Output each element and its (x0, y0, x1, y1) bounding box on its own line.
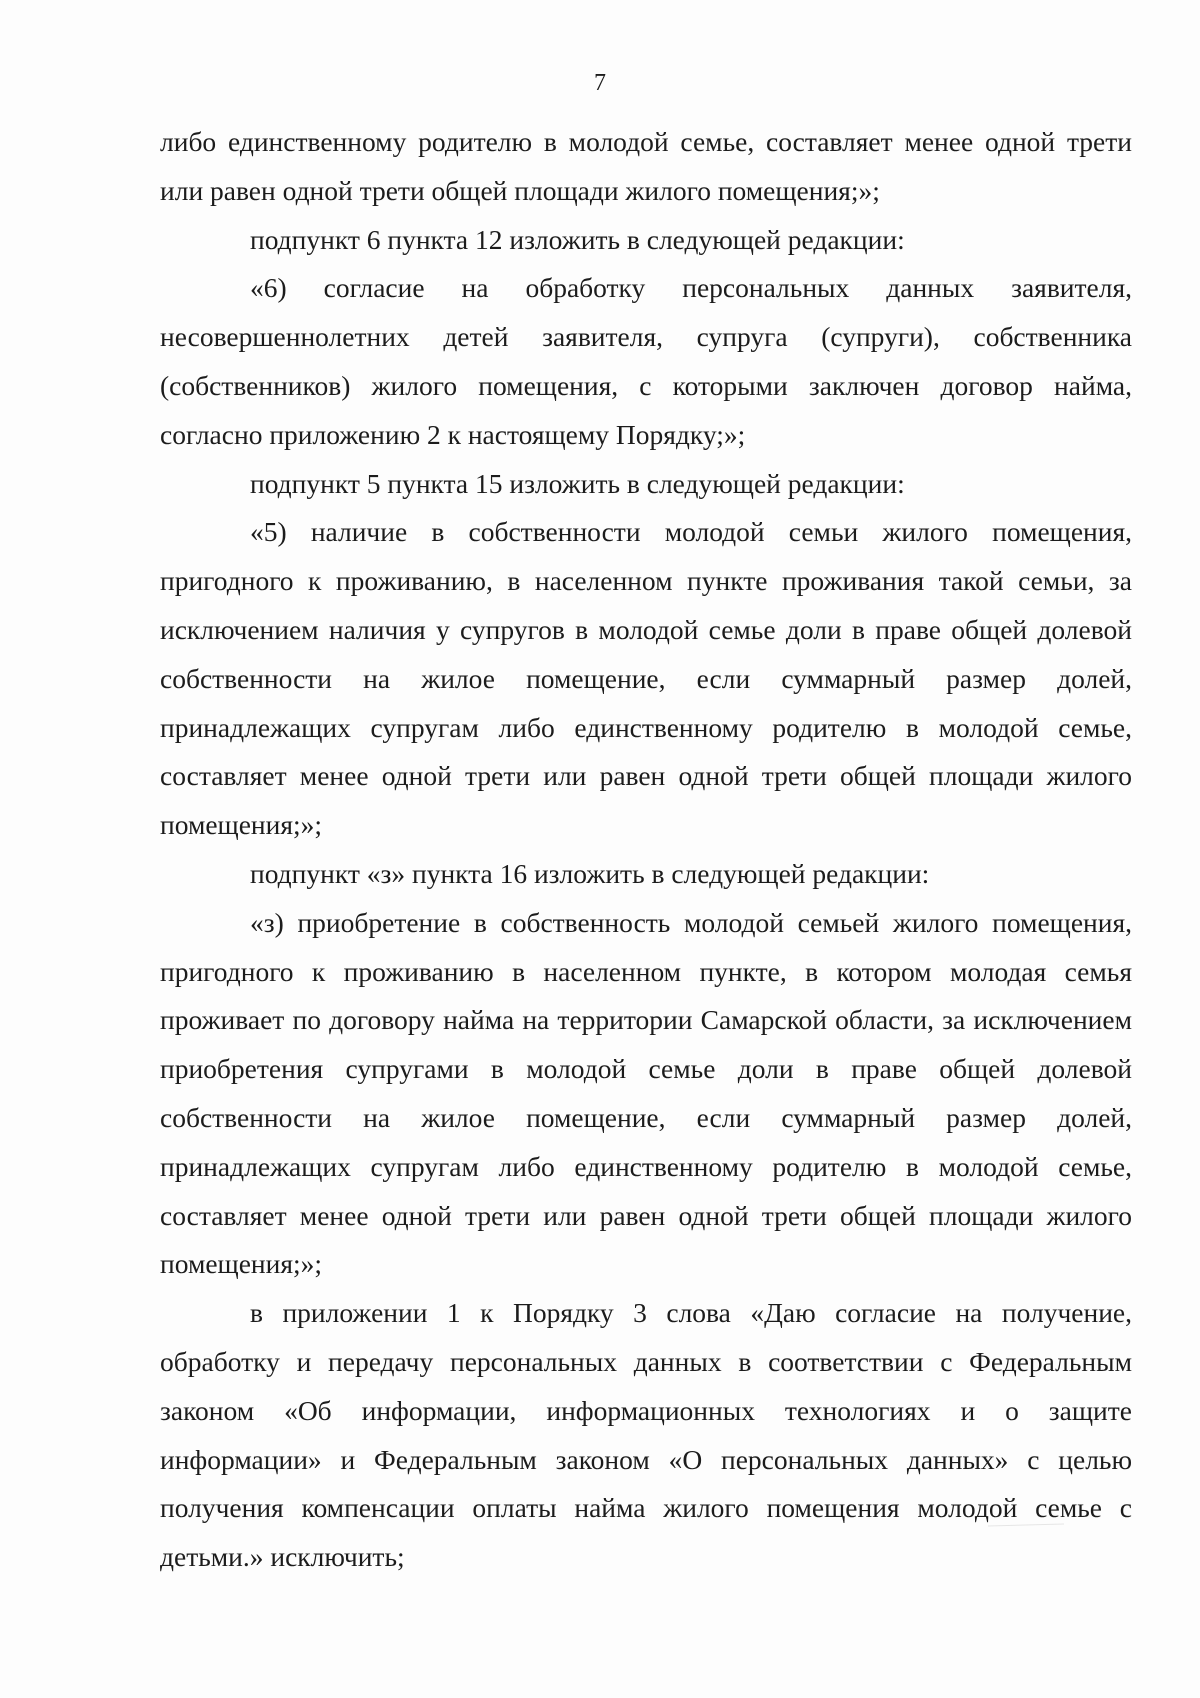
paragraph-instruction-12-6: подпункт 6 пункта 12 изложить в следующей редакции: (250, 223, 905, 255)
paragraph-subitem-z: «з) приобретение в собственность молодой семьей жилого помещения, пригодного к проживанию в населенном пункте, в котором молодая семья проживает по договору найма на территории Самарской области, за исключением приобретения супругами в молодой семье доли в праве общей долевой собственности на жилое помещение, если суммарный размер долей, принадлежащих супругам либо единственному родителю в молодой семье, составляет менее одной трети или равен одной трети общей площади жилого помещения;»; (160, 906, 1132, 1280)
page-number: 7 (594, 70, 606, 96)
paragraph-instruction-15-5: подпункт 5 пункта 15 изложить в следующей редакции: (250, 467, 905, 499)
paragraph-appendix-1: в приложении 1 к Порядку 3 слова «Даю согласие на получение, обработку и передачу персональных данных в соответствии с Федеральным законом «Об информации, информационных технологиях и о защите информации» и Федеральным законом «О персональных данных» с целью получения компенсации оплаты найма жилого помещения молодой семье с детьми.» исключить; (160, 1297, 1132, 1573)
paragraph-instruction-16-z: подпункт «з» пункта 16 изложить в следующей редакции: (250, 857, 930, 889)
paragraph-continuation: либо единственному родителю в молодой семье, составляет менее одной трети или равен одной трети общей площади жилого помещения;»; (160, 126, 1132, 206)
document-body (160, 118, 1132, 1582)
paragraph-subitem-6: «6) согласие на обработку персональных данных заявителя, несовершеннолетних детей заявителя, супруга (супруги), собственника (собственников) жилого помещения, с которыми заключен договор найма, согласно приложению 2 к настоящему Порядку;»; (160, 272, 1132, 450)
paragraph-subitem-5: «5) наличие в собственности молодой семьи жилого помещения, пригодного к проживанию, в населенном пункте проживания такой семьи, за исключением наличия у супругов в молодой семье доли в праве общей долевой собственности на жилое помещение, если суммарный размер долей, принадлежащих супругам либо единственному родителю в молодой семье, составляет менее одной трети или равен одной трети общей площади жилого помещения;»; (160, 516, 1132, 841)
faint-scan-mark (982, 1512, 1078, 1536)
